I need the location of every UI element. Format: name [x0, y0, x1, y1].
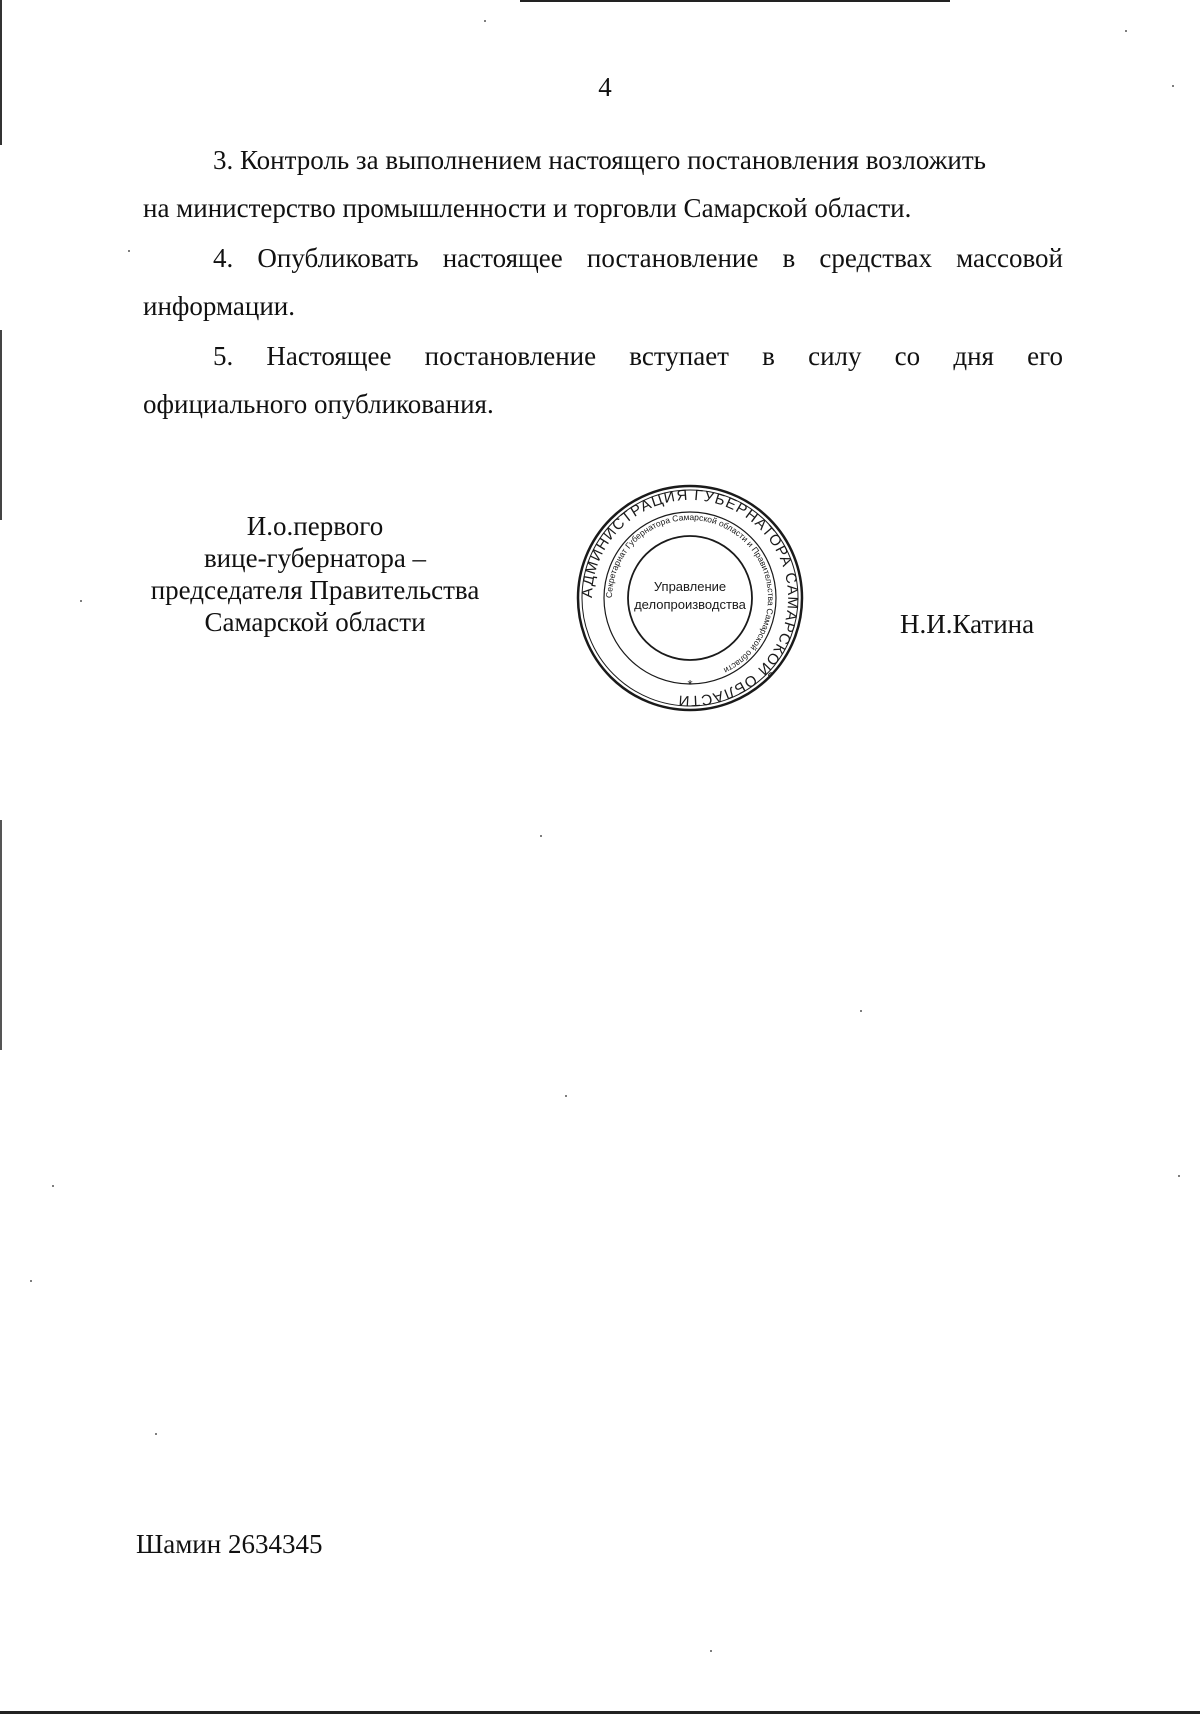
paragraph-line: 4. Опубликовать настоящее постановление в средствах массовой: [213, 243, 1063, 273]
scan-edge-left: [0, 820, 2, 1050]
paragraph-line: информации.: [143, 291, 295, 321]
scan-speck: [1172, 85, 1174, 87]
scan-edge-top: [520, 0, 950, 2]
page-number: 4: [598, 72, 612, 102]
scan-edge-left: [0, 330, 2, 520]
scan-speck: [540, 835, 542, 837]
signer-title-line: И.о.первого: [246, 511, 384, 541]
seal-center-line: Управление: [653, 579, 727, 594]
scan-speck: [860, 1010, 862, 1012]
seal-middle-text: Секретариат Губернатора Самарской области и Правительства Самарской области: [603, 511, 777, 676]
scan-speck: [80, 600, 82, 602]
signer-name: Н.И.Катина: [900, 609, 1035, 639]
seal-star: *: [687, 677, 693, 692]
scan-edge-left: [0, 0, 2, 145]
seal-outer-text: АДМИНИСТРАЦИЯ ГУБЕРНАТОРА САМАРСКОЙ ОБЛАСТИ: [578, 486, 802, 710]
executor-contact: Шамин 2634345: [136, 1529, 323, 1559]
paragraph-3: [143, 136, 1063, 232]
signer-title: [135, 510, 495, 638]
scan-speck: [484, 20, 486, 22]
scan-speck: [710, 1650, 712, 1652]
scan-edge-bottom: [0, 1711, 1200, 1714]
paragraph-line: 3. Контроль за выполнением настоящего постановления возложить: [213, 145, 986, 175]
scan-speck: [1125, 30, 1127, 32]
signer-title-line: вице-губернатора –: [203, 543, 427, 573]
paragraph-line: на министерство промышленности и торговли Самарской области.: [143, 193, 912, 223]
scan-speck: [565, 1095, 567, 1097]
scan-speck: [155, 1433, 157, 1435]
scan-speck: [1178, 1175, 1180, 1177]
scan-speck: [30, 1280, 32, 1282]
paragraph-5: [143, 332, 1063, 428]
scan-speck: [128, 250, 130, 252]
scan-speck: [52, 1185, 54, 1187]
signer-title-line: Самарской области: [204, 607, 426, 637]
signer-title-line: председателя Правительства: [150, 575, 480, 605]
paragraph-line: официального опубликования.: [143, 389, 494, 419]
paragraph-4: [143, 234, 1063, 330]
paragraph-line: 5. Настоящее постановление вступает в силу со дня его: [213, 341, 1063, 371]
official-seal: [575, 483, 805, 713]
seal-center-line: делопроизводства: [634, 597, 746, 612]
